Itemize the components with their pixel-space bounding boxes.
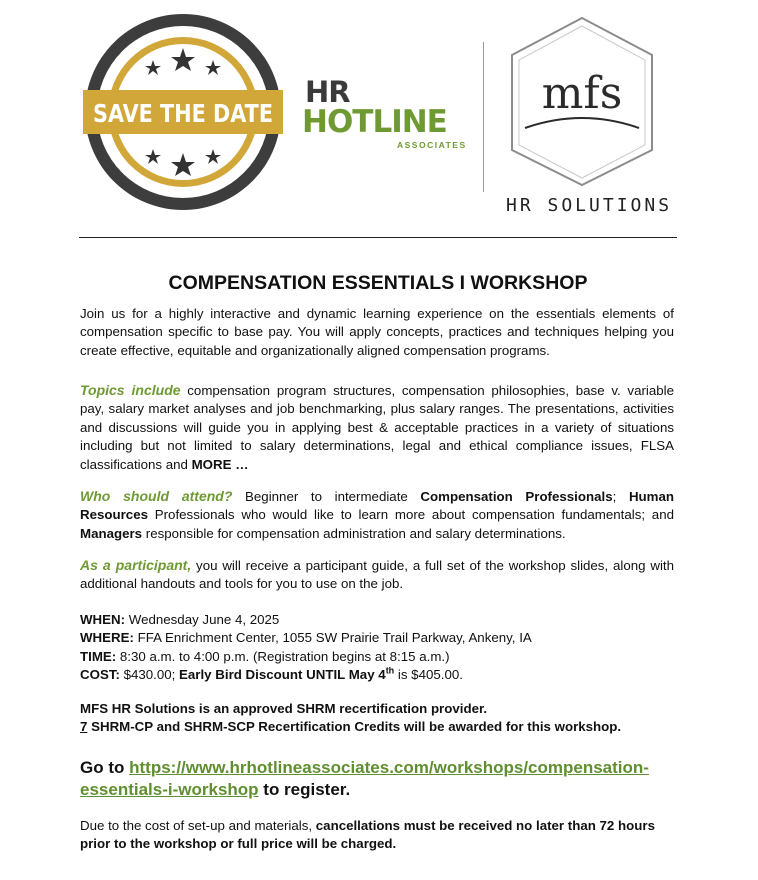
participant-paragraph — [80, 556, 674, 594]
when-line — [80, 611, 674, 629]
where-line — [80, 629, 674, 647]
time-label: TIME: — [80, 648, 117, 664]
time-value: 8:30 a.m. to 4:00 p.m. (Registration begins at 8:15 a.m.) — [116, 648, 450, 664]
who-t3: Professionals who would like to learn more about compensation fundamentals; and — [148, 507, 674, 523]
shrm-credits-number: 7 — [80, 719, 88, 735]
participant-text: you will receive a participant guide, a full set of the workshop slides, along with additional handouts and tools for you to use on the job. — [80, 558, 675, 592]
participant-lead: As a participant, — [80, 557, 192, 573]
shrm-line2 — [80, 718, 674, 736]
hr-logo-line3: ASSOCIATES — [397, 140, 467, 150]
who-t1: Beginner to intermediate — [232, 489, 421, 504]
register-link-part1[interactable]: https://www.hrhotlineassociates.com/workshops/compensation- — [129, 758, 649, 777]
topics-text: compensation program structures, compensation philosophies, base v. variable pay, salary market analyses and job benchmarking, plus salary ranges. The presentations, activities and discussions will guide you in applying best & acceptable practices in a variety of situations including but not limited to salary determinations, legal and ethical compliance issues, FLSA classifications and — [80, 383, 674, 472]
cost-label: COST: — [80, 667, 120, 683]
hr-logo-line2: HOTLINE — [302, 104, 447, 140]
early-bird-sup: th — [385, 665, 395, 676]
header-rule — [79, 237, 677, 238]
page-title: COMPENSATION ESSENTIALS I WORKSHOP — [168, 272, 588, 294]
early-bird: Early Bird Discount UNTIL May 4 — [179, 667, 386, 683]
cancellation-text: Due to the cost of set-up and materials, — [80, 818, 316, 833]
cost-after: is $405.00. — [394, 667, 463, 683]
mfs-hr-solutions-logo — [497, 10, 673, 220]
intro-text: Join us for a highly interactive and dynamic learning experience on the essentials elements of compensation specific to base pay. You will apply concepts, practices and techniques helping you create effective, equitable and organizationally aligned compensation programs. — [80, 306, 674, 358]
register-block — [80, 757, 680, 801]
who-paragraph — [80, 487, 674, 543]
hr-hotline-logo — [302, 75, 482, 158]
mfs-subtitle: HR SOLUTIONS — [506, 195, 673, 216]
cancellation-paragraph — [80, 817, 674, 854]
intro-paragraph — [80, 305, 674, 360]
who-b2: Human Resources — [80, 489, 675, 523]
shrm-line2-text: SHRM-CP and SHRM-SCP Recertification Credits will be awarded for this workshop. — [87, 719, 622, 735]
who-b1: Compensation Professionals — [420, 489, 613, 504]
who-lead: Who should attend? — [80, 488, 233, 504]
save-the-date-badge — [83, 12, 283, 212]
cost-line — [80, 666, 674, 684]
cost-value: $430.00; — [119, 667, 180, 683]
hr-logo-line1: HR — [305, 75, 350, 109]
logo-divider — [483, 42, 484, 192]
register-line1 — [80, 757, 680, 779]
topics-more: MORE … — [191, 456, 249, 472]
where-value: FFA Enrichment Center, 1055 SW Prairie Trail Parkway, Ankeny, IA — [133, 630, 532, 646]
register-line2 — [80, 779, 680, 801]
badge-text: SAVE THE DATE — [93, 99, 273, 128]
when-label: WHEN: — [80, 612, 126, 627]
cancellation-bold: cancellations must be received no later than 72 hours prior to the workshop or full price will be charged. — [80, 818, 655, 852]
who-b3: Managers — [80, 525, 143, 541]
register-after: to register. — [258, 780, 351, 799]
when-value: Wednesday June 4, 2025 — [125, 612, 280, 627]
who-t2: ; — [612, 489, 629, 504]
event-details — [80, 611, 674, 685]
register-go-to: Go to — [80, 758, 130, 777]
register-link-part2[interactable]: essentials-i-workshop — [80, 780, 259, 799]
shrm-line1: MFS HR Solutions is an approved SHRM recertification provider. — [80, 701, 488, 716]
time-line — [80, 648, 674, 666]
mfs-mark: mfs — [541, 68, 623, 119]
who-t4: responsible for compensation administration and salary determinations. — [142, 525, 566, 541]
where-label: WHERE: — [80, 630, 134, 646]
topics-lead: Topics include — [80, 382, 181, 398]
topics-paragraph — [80, 381, 674, 474]
shrm-info — [80, 700, 674, 737]
